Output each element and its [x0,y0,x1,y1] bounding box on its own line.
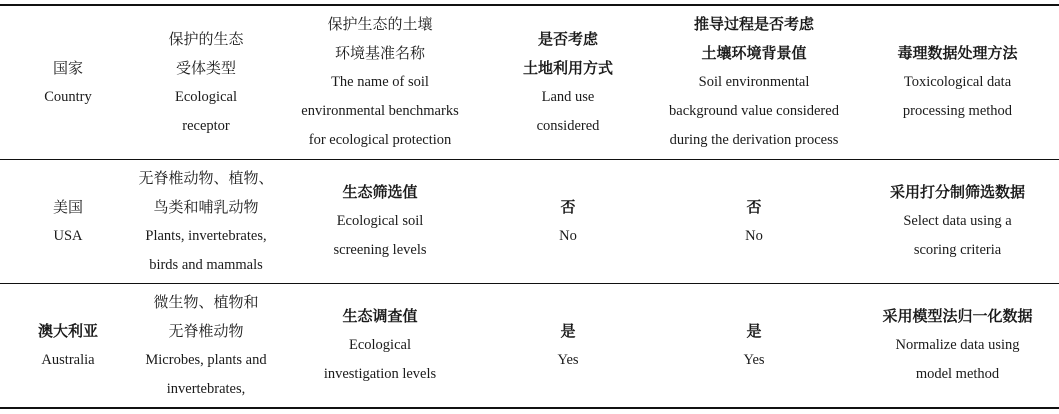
row-australia-benchmark-en-2: investigation levels [323,366,437,382]
row-australia-benchmark-cn: 生态调查值 [342,307,418,325]
header-method [856,6,1059,159]
header-land-use-cn-1: 是否考虑 [537,29,598,48]
row-usa-background [652,160,856,283]
header-receptor [136,6,276,159]
row-usa-land-use [484,160,652,283]
row-australia-receptor-cn-2: 无脊椎动物 [168,321,244,340]
row-usa-method-cn: 采用打分制筛选数据 [889,183,1025,201]
header-background-en-3: during the derivation process [669,132,839,148]
row-usa-receptor-en-1: Plants, invertebrates, [145,227,267,244]
header-receptor-en-1: Ecological [174,88,237,105]
table-row [0,284,1059,407]
row-usa-benchmark-cn: 生态筛选值 [342,183,418,201]
row-usa-receptor-cn-2: 鸟类和哺乳动物 [153,197,259,216]
header-benchmark-en-3: for ecological protection [308,132,452,148]
row-australia-land-use-en: Yes [557,351,579,368]
row-australia-background-en: Yes [743,351,765,368]
row-australia-land-use-cn: 是 [560,321,576,340]
row-australia-receptor-en-1: Microbes, plants and [145,351,267,368]
table-row [0,160,1059,283]
header-benchmark-cn-2: 环境基准名称 [334,44,425,62]
row-usa-receptor [136,160,276,283]
header-country-en: Country [44,88,92,105]
row-usa-method-en-1: Select data using a [903,213,1012,229]
row-usa-receptor-en-2: birds and mammals [149,256,263,273]
header-benchmark-cn-1: 保护生态的土壤 [327,15,433,33]
row-usa-background-en: No [745,227,763,244]
row-australia-land-use [484,284,652,407]
row-usa-land-use-en: No [559,227,577,244]
row-australia-method-cn: 采用模型法归一化数据 [882,307,1033,325]
row-australia-benchmark-en-1: Ecological [348,337,411,353]
row-australia-method [856,284,1059,407]
row-usa-country-en: USA [53,227,83,244]
header-country-cn: 国家 [52,58,83,77]
header-benchmark-en-1: The name of soil [331,74,429,90]
row-usa-receptor-cn-1: 无脊椎动物、植物、 [138,168,274,187]
row-usa-country [0,160,136,283]
header-receptor-cn-1: 保护的生态 [168,29,244,48]
table-bottom-rule [0,407,1059,409]
header-method-cn: 毒理数据处理方法 [897,44,1018,62]
header-background-en-1: Soil environmental [698,74,810,90]
header-country [0,6,136,159]
header-receptor-en-2: receptor [182,117,230,134]
row-usa-benchmark-en-2: screening levels [333,242,427,258]
row-australia-country-cn: 澳大利亚 [37,321,98,340]
row-australia-country [0,284,136,407]
header-method-en-2: processing method [902,103,1013,119]
row-usa-background-cn: 否 [746,197,762,216]
row-australia-background [652,284,856,407]
header-background-cn-1: 推导过程是否考虑 [693,15,814,33]
row-australia-receptor [136,284,276,407]
row-usa-method [856,160,1059,283]
header-method-en-1: Toxicological data [903,74,1012,90]
row-australia-background-cn: 是 [746,321,762,340]
row-australia-receptor-en-2: invertebrates, [166,380,246,397]
row-usa-benchmark-en-1: Ecological soil [336,213,424,229]
header-land-use-en-2: considered [536,117,600,134]
row-australia-country-en: Australia [41,351,95,368]
header-background [652,6,856,159]
header-background-en-2: background value considered [669,103,839,119]
table-header-row [0,6,1059,159]
row-australia-method-en-2: model method [915,366,1000,382]
row-usa-land-use-cn: 否 [560,197,576,216]
header-receptor-cn-2: 受体类型 [175,58,236,77]
row-australia-method-en-1: Normalize data using [895,337,1020,353]
header-land-use-cn-2: 土地利用方式 [522,58,613,77]
header-benchmark [276,6,484,159]
row-usa-country-cn: 美国 [52,197,83,216]
header-background-cn-2: 土壤环境背景值 [701,44,807,62]
header-benchmark-en-2: environmental benchmarks [301,103,459,119]
row-australia-benchmark [276,284,484,407]
header-land-use [484,6,652,159]
row-usa-method-en-2: scoring criteria [913,242,1002,258]
header-land-use-en-1: Land use [541,88,595,105]
row-usa-benchmark [276,160,484,283]
row-australia-receptor-cn-1: 微生物、植物和 [153,292,259,311]
